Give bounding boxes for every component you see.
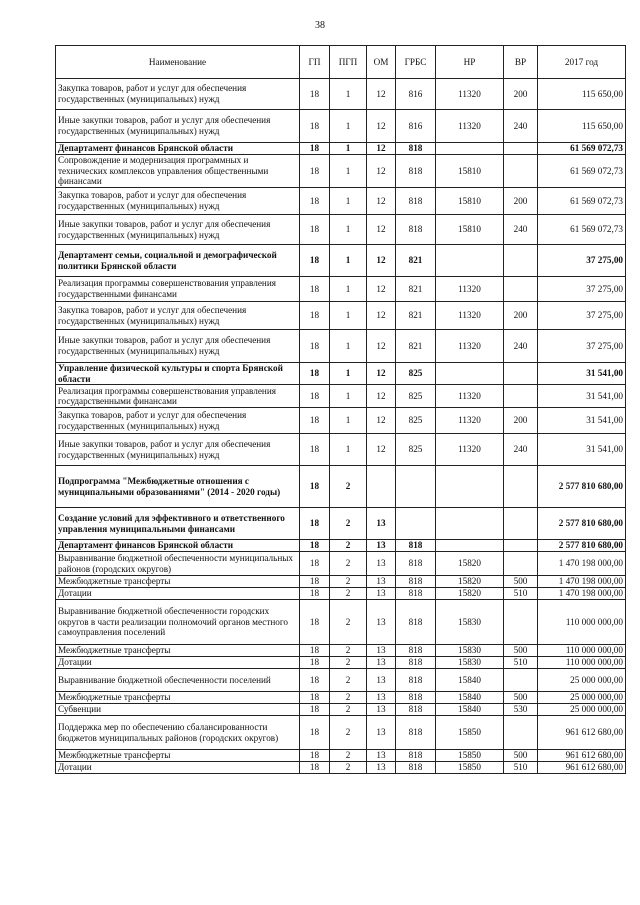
row-name: Управление физической культуры и спорта Брянской области xyxy=(56,363,300,385)
table-row xyxy=(56,143,626,155)
row-gp: 18 xyxy=(300,588,330,600)
row-vr xyxy=(504,363,538,385)
row-gp: 18 xyxy=(300,385,330,408)
row-amount: 37 275,00 xyxy=(538,330,626,363)
row-pgp: 1 xyxy=(330,245,367,277)
row-om: 13 xyxy=(367,750,396,762)
table-row xyxy=(56,669,626,692)
table-row xyxy=(56,466,626,508)
row-grbs: 818 xyxy=(396,552,436,576)
row-om: 13 xyxy=(367,600,396,645)
table-row xyxy=(56,434,626,466)
row-gp: 18 xyxy=(300,245,330,277)
row-name: Поддержка мер по обеспечению сбалансированности бюджетов муниципальных районов (городских округов) xyxy=(56,716,300,750)
row-gp: 18 xyxy=(300,669,330,692)
row-grbs: 825 xyxy=(396,434,436,466)
row-name: Реализация программы совершенствования управления государственными финансами xyxy=(56,277,300,302)
row-pgp: 2 xyxy=(330,576,367,588)
row-grbs: 818 xyxy=(396,669,436,692)
row-gp: 18 xyxy=(300,277,330,302)
row-amount: 25 000 000,00 xyxy=(538,704,626,716)
row-gp: 18 xyxy=(300,576,330,588)
row-pgp: 1 xyxy=(330,434,367,466)
row-gp: 18 xyxy=(300,552,330,576)
budget-table xyxy=(55,45,626,774)
row-amount: 961 612 680,00 xyxy=(538,762,626,774)
row-amount: 37 275,00 xyxy=(538,277,626,302)
row-gp: 18 xyxy=(300,716,330,750)
row-vr: 200 xyxy=(504,188,538,215)
row-name: Выравнивание бюджетной обеспеченности муниципальных районов (городских округов) xyxy=(56,552,300,576)
row-vr: 530 xyxy=(504,704,538,716)
header-vr: ВР xyxy=(504,46,538,79)
row-gp: 18 xyxy=(300,434,330,466)
row-nr xyxy=(436,508,504,540)
row-pgp: 2 xyxy=(330,750,367,762)
row-gp: 18 xyxy=(300,79,330,110)
row-vr: 240 xyxy=(504,215,538,245)
row-amount: 37 275,00 xyxy=(538,302,626,330)
table-row xyxy=(56,385,626,408)
row-name: Межбюджетные трансферты xyxy=(56,750,300,762)
row-nr: 15840 xyxy=(436,692,504,704)
row-pgp: 2 xyxy=(330,466,367,508)
row-amount: 1 470 198 000,00 xyxy=(538,576,626,588)
row-grbs: 825 xyxy=(396,363,436,385)
row-name: Сопровождение и модернизация программных и технических комплексов управления общественными финансами xyxy=(56,155,300,188)
row-grbs: 818 xyxy=(396,188,436,215)
row-gp: 18 xyxy=(300,330,330,363)
table-row xyxy=(56,750,626,762)
row-grbs: 821 xyxy=(396,277,436,302)
row-pgp: 2 xyxy=(330,508,367,540)
header-pgp: ПГП xyxy=(330,46,367,79)
row-nr xyxy=(436,143,504,155)
row-nr: 11320 xyxy=(436,110,504,143)
row-vr xyxy=(504,716,538,750)
row-pgp: 1 xyxy=(330,188,367,215)
row-om: 12 xyxy=(367,215,396,245)
row-gp: 18 xyxy=(300,215,330,245)
row-om: 12 xyxy=(367,277,396,302)
row-vr xyxy=(504,385,538,408)
row-vr xyxy=(504,155,538,188)
row-name: Иные закупки товаров, работ и услуг для обеспечения государственных (муниципальных) нужд xyxy=(56,215,300,245)
row-pgp: 2 xyxy=(330,704,367,716)
row-amount: 115 650,00 xyxy=(538,79,626,110)
row-grbs: 818 xyxy=(396,692,436,704)
row-gp: 18 xyxy=(300,508,330,540)
row-pgp: 1 xyxy=(330,277,367,302)
row-om: 12 xyxy=(367,408,396,434)
row-name: Субвенции xyxy=(56,704,300,716)
row-name: Межбюджетные трансферты xyxy=(56,692,300,704)
row-om: 12 xyxy=(367,363,396,385)
row-nr xyxy=(436,363,504,385)
row-name: Выравнивание бюджетной обеспеченности городских округов в части реализации полномочий органов местного самоуправления поселений xyxy=(56,600,300,645)
row-vr: 500 xyxy=(504,750,538,762)
row-om: 12 xyxy=(367,245,396,277)
header-grbs: ГРБС xyxy=(396,46,436,79)
row-om: 13 xyxy=(367,657,396,669)
row-pgp: 2 xyxy=(330,588,367,600)
table-row xyxy=(56,600,626,645)
table-row xyxy=(56,588,626,600)
row-om: 13 xyxy=(367,692,396,704)
row-pgp: 1 xyxy=(330,363,367,385)
table-row xyxy=(56,110,626,143)
row-amount: 61 569 072,73 xyxy=(538,215,626,245)
row-pgp: 2 xyxy=(330,552,367,576)
row-grbs: 825 xyxy=(396,408,436,434)
row-name: Реализация программы совершенствования управления государственными финансами xyxy=(56,385,300,408)
row-vr: 510 xyxy=(504,657,538,669)
header-row xyxy=(56,46,626,79)
row-amount: 110 000 000,00 xyxy=(538,600,626,645)
row-amount: 31 541,00 xyxy=(538,385,626,408)
row-pgp: 1 xyxy=(330,79,367,110)
row-nr: 15810 xyxy=(436,188,504,215)
row-grbs: 818 xyxy=(396,704,436,716)
row-vr: 240 xyxy=(504,110,538,143)
row-pgp: 2 xyxy=(330,600,367,645)
row-grbs: 821 xyxy=(396,330,436,363)
table-row xyxy=(56,277,626,302)
row-name: Подпрограмма "Межбюджетные отношения с муниципальными образованиями" (2014 - 2020 годы) xyxy=(56,466,300,508)
row-grbs: 821 xyxy=(396,302,436,330)
row-vr xyxy=(504,508,538,540)
row-vr xyxy=(504,466,538,508)
row-vr xyxy=(504,143,538,155)
row-grbs: 821 xyxy=(396,245,436,277)
header-gp: ГП xyxy=(300,46,330,79)
row-name: Выравнивание бюджетной обеспеченности поселений xyxy=(56,669,300,692)
table-row xyxy=(56,79,626,110)
row-om: 13 xyxy=(367,588,396,600)
row-om: 12 xyxy=(367,110,396,143)
row-grbs: 818 xyxy=(396,155,436,188)
row-vr xyxy=(504,245,538,277)
row-om: 13 xyxy=(367,704,396,716)
table-row xyxy=(56,576,626,588)
row-nr: 15830 xyxy=(436,645,504,657)
row-vr xyxy=(504,552,538,576)
row-nr xyxy=(436,540,504,552)
row-vr: 240 xyxy=(504,330,538,363)
row-nr: 15840 xyxy=(436,669,504,692)
row-name: Закупка товаров, работ и услуг для обеспечения государственных (муниципальных) нужд xyxy=(56,302,300,330)
row-om: 13 xyxy=(367,552,396,576)
row-nr: 11320 xyxy=(436,277,504,302)
row-nr: 15810 xyxy=(436,215,504,245)
row-name: Дотации xyxy=(56,657,300,669)
row-gp: 18 xyxy=(300,155,330,188)
row-gp: 18 xyxy=(300,704,330,716)
row-grbs: 818 xyxy=(396,540,436,552)
row-gp: 18 xyxy=(300,466,330,508)
row-gp: 18 xyxy=(300,750,330,762)
header-om: ОМ xyxy=(367,46,396,79)
row-gp: 18 xyxy=(300,600,330,645)
row-gp: 18 xyxy=(300,540,330,552)
row-vr: 240 xyxy=(504,434,538,466)
row-grbs xyxy=(396,466,436,508)
row-vr: 500 xyxy=(504,576,538,588)
row-nr: 15830 xyxy=(436,657,504,669)
row-grbs: 818 xyxy=(396,588,436,600)
row-amount: 1 470 198 000,00 xyxy=(538,552,626,576)
header-name: Наименование xyxy=(56,46,300,79)
table-row xyxy=(56,704,626,716)
row-name: Закупка товаров, работ и услуг для обеспечения государственных (муниципальных) нужд xyxy=(56,408,300,434)
row-om: 12 xyxy=(367,79,396,110)
row-name: Иные закупки товаров, работ и услуг для обеспечения государственных (муниципальных) нужд xyxy=(56,434,300,466)
table-row xyxy=(56,645,626,657)
row-amount: 961 612 680,00 xyxy=(538,716,626,750)
row-amount: 31 541,00 xyxy=(538,363,626,385)
row-amount: 2 577 810 680,00 xyxy=(538,466,626,508)
row-om: 13 xyxy=(367,716,396,750)
row-vr: 200 xyxy=(504,408,538,434)
row-vr: 500 xyxy=(504,645,538,657)
row-nr: 15820 xyxy=(436,588,504,600)
table-row xyxy=(56,215,626,245)
row-nr: 11320 xyxy=(436,408,504,434)
row-grbs: 818 xyxy=(396,600,436,645)
table-row xyxy=(56,540,626,552)
row-vr: 510 xyxy=(504,588,538,600)
row-amount: 25 000 000,00 xyxy=(538,669,626,692)
table-row xyxy=(56,245,626,277)
row-name: Межбюджетные трансферты xyxy=(56,576,300,588)
row-amount: 61 569 072,73 xyxy=(538,155,626,188)
table-row xyxy=(56,508,626,540)
row-nr xyxy=(436,466,504,508)
row-om: 13 xyxy=(367,645,396,657)
row-name: Создание условий для эффективного и ответственного управления муниципальными финансами xyxy=(56,508,300,540)
row-name: Департамент финансов Брянской области xyxy=(56,540,300,552)
row-nr: 15820 xyxy=(436,576,504,588)
row-name: Департамент семьи, социальной и демографической политики Брянской области xyxy=(56,245,300,277)
row-nr: 15850 xyxy=(436,750,504,762)
row-name: Закупка товаров, работ и услуг для обеспечения государственных (муниципальных) нужд xyxy=(56,188,300,215)
row-grbs: 818 xyxy=(396,750,436,762)
row-grbs: 818 xyxy=(396,716,436,750)
row-grbs: 818 xyxy=(396,215,436,245)
row-vr xyxy=(504,277,538,302)
row-grbs: 818 xyxy=(396,143,436,155)
row-om: 13 xyxy=(367,576,396,588)
table-row xyxy=(56,408,626,434)
row-nr: 11320 xyxy=(436,385,504,408)
row-gp: 18 xyxy=(300,408,330,434)
row-grbs: 816 xyxy=(396,110,436,143)
row-om: 13 xyxy=(367,508,396,540)
row-nr: 15830 xyxy=(436,600,504,645)
row-amount: 1 470 198 000,00 xyxy=(538,588,626,600)
page-number: 38 xyxy=(315,20,325,31)
row-nr: 11320 xyxy=(436,330,504,363)
row-amount: 61 569 072,73 xyxy=(538,188,626,215)
row-vr: 500 xyxy=(504,692,538,704)
row-gp: 18 xyxy=(300,302,330,330)
row-name: Закупка товаров, работ и услуг для обеспечения государственных (муниципальных) нужд xyxy=(56,79,300,110)
row-name: Иные закупки товаров, работ и услуг для обеспечения государственных (муниципальных) нужд xyxy=(56,330,300,363)
row-grbs xyxy=(396,508,436,540)
row-om: 13 xyxy=(367,540,396,552)
row-amount: 2 577 810 680,00 xyxy=(538,508,626,540)
table-row xyxy=(56,155,626,188)
row-pgp: 2 xyxy=(330,540,367,552)
table-row xyxy=(56,762,626,774)
row-amount: 31 541,00 xyxy=(538,434,626,466)
row-vr: 200 xyxy=(504,79,538,110)
row-pgp: 2 xyxy=(330,692,367,704)
row-pgp: 2 xyxy=(330,762,367,774)
row-vr: 200 xyxy=(504,302,538,330)
row-om: 12 xyxy=(367,188,396,215)
row-amount: 115 650,00 xyxy=(538,110,626,143)
row-grbs: 825 xyxy=(396,385,436,408)
row-pgp: 1 xyxy=(330,143,367,155)
table-row xyxy=(56,302,626,330)
row-nr: 15850 xyxy=(436,762,504,774)
row-vr xyxy=(504,669,538,692)
row-pgp: 2 xyxy=(330,657,367,669)
table-row xyxy=(56,716,626,750)
row-name: Иные закупки товаров, работ и услуг для обеспечения государственных (муниципальных) нужд xyxy=(56,110,300,143)
row-grbs: 818 xyxy=(396,762,436,774)
row-grbs: 818 xyxy=(396,657,436,669)
row-amount: 25 000 000,00 xyxy=(538,692,626,704)
row-amount: 961 612 680,00 xyxy=(538,750,626,762)
row-name: Дотации xyxy=(56,762,300,774)
row-nr: 11320 xyxy=(436,79,504,110)
row-om: 12 xyxy=(367,143,396,155)
row-name: Межбюджетные трансферты xyxy=(56,645,300,657)
row-nr: 15810 xyxy=(436,155,504,188)
row-om: 12 xyxy=(367,434,396,466)
row-nr xyxy=(436,245,504,277)
table-row xyxy=(56,188,626,215)
row-pgp: 1 xyxy=(330,215,367,245)
row-nr: 11320 xyxy=(436,302,504,330)
row-amount: 37 275,00 xyxy=(538,245,626,277)
row-gp: 18 xyxy=(300,692,330,704)
row-pgp: 1 xyxy=(330,302,367,330)
row-amount: 31 541,00 xyxy=(538,408,626,434)
row-amount: 61 569 072,73 xyxy=(538,143,626,155)
row-om: 12 xyxy=(367,385,396,408)
row-nr: 15850 xyxy=(436,716,504,750)
row-pgp: 1 xyxy=(330,408,367,434)
row-gp: 18 xyxy=(300,657,330,669)
table-row xyxy=(56,363,626,385)
row-vr xyxy=(504,600,538,645)
row-name: Дотации xyxy=(56,588,300,600)
row-amount: 110 000 000,00 xyxy=(538,657,626,669)
table-row xyxy=(56,692,626,704)
row-pgp: 1 xyxy=(330,155,367,188)
row-grbs: 816 xyxy=(396,79,436,110)
row-om: 13 xyxy=(367,762,396,774)
row-amount: 2 577 810 680,00 xyxy=(538,540,626,552)
header-amount: 2017 год xyxy=(538,46,626,79)
row-amount: 110 000 000,00 xyxy=(538,645,626,657)
row-pgp: 1 xyxy=(330,330,367,363)
row-gp: 18 xyxy=(300,762,330,774)
row-vr xyxy=(504,540,538,552)
row-pgp: 2 xyxy=(330,669,367,692)
row-pgp: 1 xyxy=(330,385,367,408)
row-pgp: 2 xyxy=(330,645,367,657)
table-row xyxy=(56,552,626,576)
row-om: 12 xyxy=(367,302,396,330)
table-row xyxy=(56,657,626,669)
row-pgp: 1 xyxy=(330,110,367,143)
row-gp: 18 xyxy=(300,143,330,155)
row-om: 12 xyxy=(367,155,396,188)
row-nr: 15820 xyxy=(436,552,504,576)
row-om: 12 xyxy=(367,330,396,363)
row-gp: 18 xyxy=(300,645,330,657)
row-gp: 18 xyxy=(300,363,330,385)
row-om: 13 xyxy=(367,669,396,692)
header-nr: НР xyxy=(436,46,504,79)
row-grbs: 818 xyxy=(396,645,436,657)
row-gp: 18 xyxy=(300,188,330,215)
row-gp: 18 xyxy=(300,110,330,143)
row-om xyxy=(367,466,396,508)
table-row xyxy=(56,330,626,363)
row-pgp: 2 xyxy=(330,716,367,750)
row-nr: 11320 xyxy=(436,434,504,466)
row-vr: 510 xyxy=(504,762,538,774)
row-name: Департамент финансов Брянской области xyxy=(56,143,300,155)
row-nr: 15840 xyxy=(436,704,504,716)
row-grbs: 818 xyxy=(396,576,436,588)
